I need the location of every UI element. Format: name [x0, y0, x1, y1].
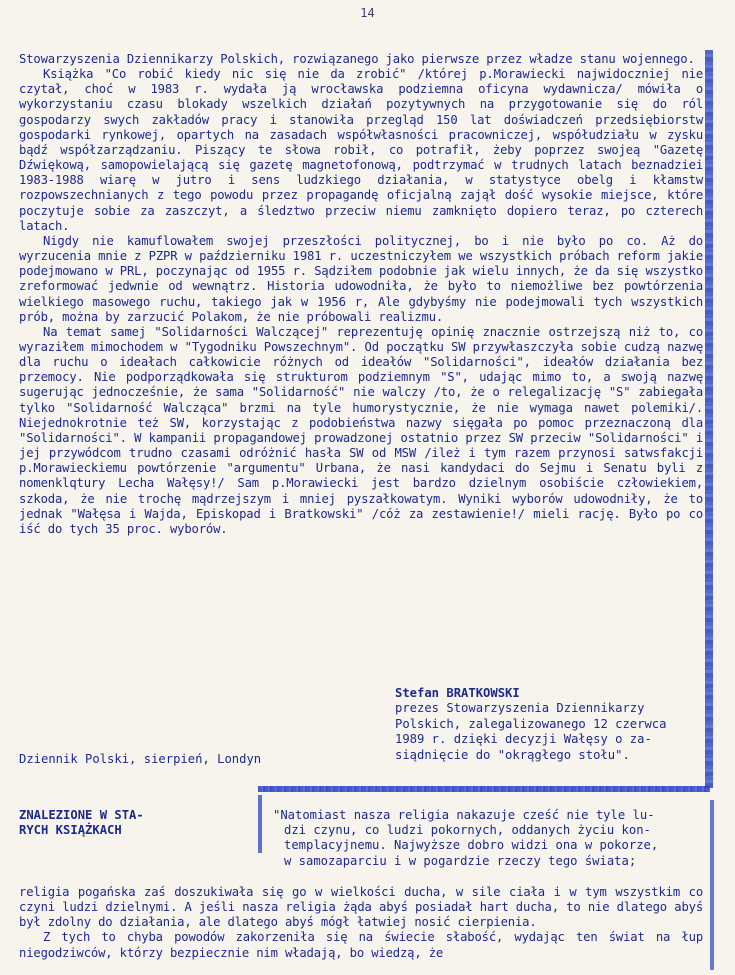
quote-paragraph: Z tych to chyba powodów zakorzeniła się na świecie słabość, wydając ten świat na łup niegodziwców, którzy bezpiecznie nim władają, bo wiedzą, że	[19, 930, 703, 960]
author-title-line: siądnięcie do "okrągłego stołu".	[395, 747, 630, 762]
section-heading	[19, 808, 257, 839]
section-divider	[258, 786, 710, 792]
page-number: 14	[360, 6, 375, 20]
quote-line: w samozaparciu i w pogardzie rzeczy tego świata;	[284, 853, 637, 868]
section-right-rule	[710, 800, 714, 970]
article-body	[19, 52, 703, 537]
quote-continuation	[19, 885, 703, 961]
author-name: Stefan BRATKOWSKI	[395, 686, 520, 700]
author-title-line: 1989 r. dzięki decyzji Wałęsy o za-	[395, 732, 652, 747]
section-heading-line: ZNALEZIONE W STA-	[19, 808, 144, 822]
section-heading-line: RYCH KSIĄŻKACH	[19, 823, 122, 838]
quote-paragraph: religia pogańska zaś doszukiwała się go w wielkości ducha, w sile ciała i w tym wszystkim co czyni ludzi dzielnymi. A jeśli nasza religia żąda abyś posiadał hart ducha, to nie dlatego abyś był zdolny do działania, ale dlatego abyś mógł łatwiej nosić cierpienia.	[19, 885, 703, 930]
author-title-line: Polskich, zalegalizowanego 12 czerwca	[395, 716, 667, 731]
source-citation: Dziennik Polski, sierpień, Londyn	[19, 752, 262, 766]
author-signature	[395, 686, 705, 763]
quote-opening	[273, 808, 705, 869]
vertical-rule-decoration	[705, 50, 713, 788]
article-paragraph: Stowarzyszenia Dziennikarzy Polskich, rozwiązanego jako pierwsze przez władze stanu wojennego.	[19, 52, 695, 66]
quote-line: templacyjnemu. Najwyższe dobro widzi ona w pokorze,	[284, 838, 659, 853]
quote-line: dzi czynu, co ludzi pokornych, oddanych życiu kon-	[284, 823, 651, 838]
article-paragraph: Książka "Co robić kiedy nic się nie da zrobić" /której p.Morawiecki najwidoczniej nie czytał, choć w 1983 r. wydała ją wrocławska podziemna oficyna wydawnicza/ mówiła o wykorzystaniu czasu blokady wszelkich działań pozytywnych na przygotowanie się do ról gospodarzy swych zakładów pracy i stanowiła przegląd 150 lat doświadczeń przedsiębiorstw gospodarki rynkowej, opartych na zasadach współwłasności pracowniczej, współudziału w zysku bądź współzarządzaniu. Piszący te słowa robił, co potrafił, żeby poprzez swojeą "Gazetę Dźwiękową, samopowielającą się gazetę magnetofonową, podtrzymać w trudnych latach beznadziei 1983-1988 wiarę w jutro i sens ludzkiego działania, w statystyce obelg i kłamstw rozpowszechnianych z tego powodu przez propagandę oficjalną zajął dość wysokie miejsce, które poczytuje sobie za zaszczyt, a śledztwo przeciw niemu zamknięto dopiero teraz, po czterech latach.	[19, 67, 703, 233]
article-paragraph: Nigdy nie kamuflowałem swojej przeszłości politycznej, bo i nie było po co. Aż do wyrzucenia mnie z PZPR w październiku 1981 r. uczestniczyłem we wszystkich próbach reform jakie podejmowano w PRL, poczynając od 1955 r. Sądziłem podobnie jak wielu innych, że da się wszystko zreformować jedwnie od wewnątrz. Historia udowodniła, że było to niemożliwe bez powtórzenia wielkiego masowego ruchu, takiego jak w 1956 r, Ale gdybyśmy nie podejmowali tych wszystkich prób, można by zarzucić Polakom, że nie próbowali realizmu.	[19, 233, 703, 324]
quote-line: "Natomiast nasza religia nakazuje cześć nie tyle lu-	[273, 808, 655, 822]
section-side-rule	[258, 795, 262, 853]
author-title-line: prezes Stowarzyszenia Dziennikarzy	[395, 701, 645, 716]
article-paragraph: Na temat samej "Solidarności Walczącej" reprezentuję opinię znacznie ostrzejszą niż to, co wyraziłem mimochodem w "Tygodniku Powszechnym". Od początku SW przywłaszczyła sobie cudzą nazwę dla ruchu o ideałach całkowicie różnych od ideałów "Solidarności", ideałów działania bez przemocy. Nie podporządkowała się strukturom podziemnym "S", udając mimo to, a swoją nazwę sugerując jednocześnie, że sama "Solidarność" nie walczy /to, że o relegalizację "S" zabiegała tylko "Solidarność Walcząca" brzmi na tyle humorystycznie, że nie wymaga nawet polemiki/. Niejednokrotnie też SW, korzystając z podobieństwa nazwy sięgała po pomoc przeznaczoną dla "Solidarności". W kampanii propagandowej prowadzonej ostatnio przez SW przeciw "Solidarności" i jej przywódcom trudno czasami odróżnić hasła SW od MSW /ileż i tym razem przynosi satwsfakcji p.Morawieckiemu powtórzenie "argumentu" Urbana, że nasi kandydaci do Sejmu i Senatu byli z nomenklqtury Lecha Wałęsy!/ Sam p.Morawiecki jest bardzo dzielnym osobiście człowiekiem, szkoda, że nie trochę mądrzejszym i mniej pyszałkowatym. Wyniki wyborów udowodniły, że to jednak "Wałęsa i Wajda, Episkopad i Bratkowski" /cóż za zestawienie!/ mieli rację. Było po co iść do tych 35 proc. wyborów.	[19, 324, 703, 536]
